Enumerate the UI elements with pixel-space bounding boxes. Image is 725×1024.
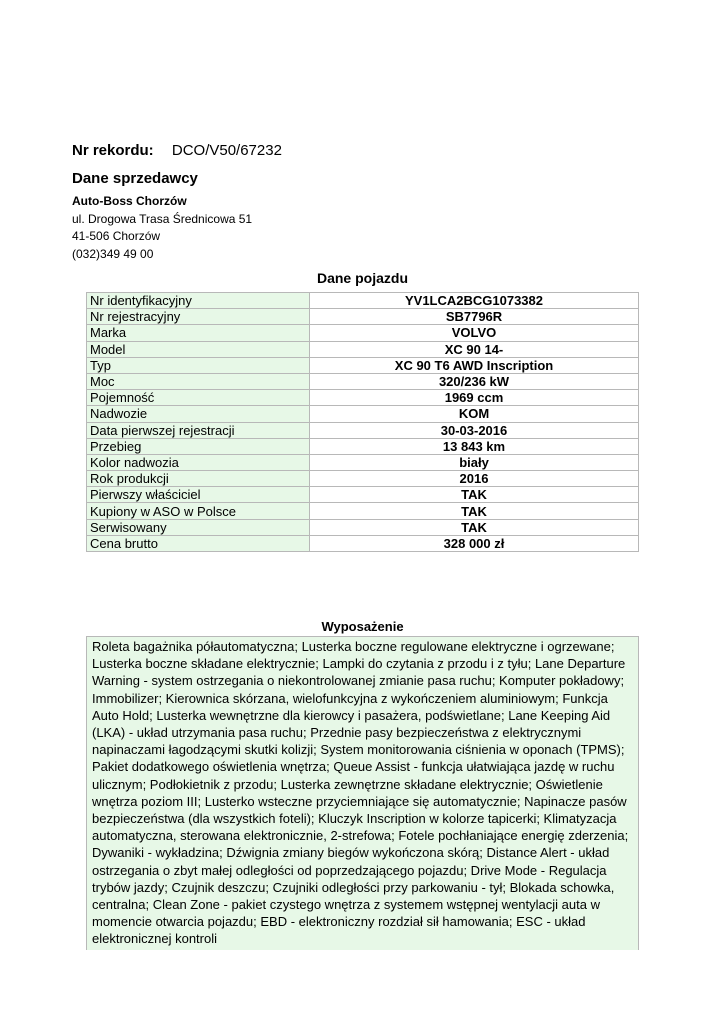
vehicle-field-label: Pojemność [87,390,310,406]
vehicle-row [87,519,639,535]
vehicle-row [87,309,639,325]
vehicle-row [87,341,639,357]
seller-info [72,193,252,263]
vehicle-row [87,373,639,389]
vehicle-field-label: Cena brutto [87,535,310,551]
vehicle-field-value: 13 843 km [310,438,639,454]
vehicle-heading: Dane pojazdu [316,270,408,286]
seller-phone: (032)349 49 00 [72,246,154,261]
vehicle-table [86,292,639,552]
vehicle-field-value: 1969 ccm [310,390,639,406]
seller-name: Auto-Boss Chorzów [72,194,187,208]
vehicle-field-value: YV1LCA2BCG1073382 [310,293,639,309]
vehicle-field-label: Model [87,341,310,357]
vehicle-field-label: Moc [87,373,310,389]
vehicle-row [87,471,639,487]
vehicle-field-label: Nr rejestracyjny [87,309,310,325]
vehicle-field-value: TAK [310,519,639,535]
vehicle-field-value: TAK [310,487,639,503]
vehicle-row [87,325,639,341]
vehicle-row [87,535,639,551]
seller-city: 41-506 Chorzów [72,229,161,243]
vehicle-field-value: SB7796R [310,309,639,325]
vehicle-row [87,454,639,470]
vehicle-field-value: 320/236 kW [310,373,639,389]
vehicle-field-label: Nadwozie [87,406,310,422]
equipment-list: Roleta bagażnika półautomatyczna; Lusterka boczne regulowane elektryczne i ogrzewane; Lusterka boczne składane elektrycznie; Lampki do czytania z przodu i z tyłu; Lane Departure Warning - system ostrzegania o niekontrolowanej zmianie pasa ruchu; Komputer pokładowy; Immobilizer; Kierownica skórzana, wielofunkcyjna z wykończeniem aluminiowym; Funkcja Auto Hold; Lusterka wewnętrzne dla kierowcy i pasażera, podświetlane; Lane Keeping Aid (LKA) - układ utrzymania pasa ruchu; Przednie pasy bezpieczeństwa z elektrycznymi napinaczami łagodzącymi skutki kolizji; System monitorowania ciśnienia w oponach (TPMS); Pakiet dodatkowego oświetlenia wnętrza; Queue Assist - funkcja ułatwiająca jazdę w ruchu ulicznym; Podłokietnik z przodu; Lusterka zewnętrzne składane elektrycznie; Oświetlenie wnętrza poziom III; Lusterko wsteczne przyciemniające się automatycznie; Napinacze pasów bezpieczeństwa (dla wszystkich foteli); Kluczyk Inscription w kolorze tapicerki; Klimatyzacja automatyczna, sterowana elektronicznie, 2-strefowa; Fotele pochłaniające energię zderzenia; Dywaniki - wykładzina; Dźwignia zmiany biegów wykończona skórą; Distance Alert - układ ostrzegania o zbyt małej odległości od poprzedzającego pojazdu; Drive Mode - Regulacja trybów jazdy; Czujnik deszczu; Czujniki odległości przy parkowaniu - tył; Blokada schowka, centralna; Clean Zone - pakiet czystego wnętrza z systemem wstępnej wentylacji auta w momencie otwarcia pojazdu; EBD - elektroniczny rozdział sił hamowania; ESC - układ elektronicznej kontroli [86,636,639,950]
vehicle-row [87,438,639,454]
vehicle-row [87,487,639,503]
record-number [72,142,282,159]
vehicle-field-label: Kolor nadwozia [87,454,310,470]
vehicle-field-value: 30-03-2016 [310,422,639,438]
vehicle-field-value: 2016 [310,471,639,487]
seller-street: ul. Drogowa Trasa Średnicowa 51 [72,211,253,226]
vehicle-row [87,357,639,373]
vehicle-row [87,503,639,519]
vehicle-field-value: 328 000 zł [310,535,639,551]
vehicle-row [87,390,639,406]
vehicle-row [87,406,639,422]
record-number-value: DCO/V50/67232 [171,142,282,159]
vehicle-field-label: Marka [87,325,310,341]
vehicle-row [87,422,639,438]
vehicle-field-label: Przebieg [87,438,310,454]
vehicle-field-value: XC 90 T6 AWD Inscription [310,357,639,373]
vehicle-field-label: Pierwszy właściciel [87,487,310,503]
seller-heading: Dane sprzedawcy [72,170,198,187]
vehicle-field-label: Rok produkcji [87,471,310,487]
vehicle-field-value: TAK [310,503,639,519]
record-number-label: Nr rekordu: [72,142,154,159]
vehicle-field-value: VOLVO [310,325,639,341]
vehicle-row [87,293,639,309]
vehicle-field-value: XC 90 14- [310,341,639,357]
vehicle-field-value: biały [310,454,639,470]
vehicle-field-value: KOM [310,406,639,422]
vehicle-field-label: Serwisowany [87,519,310,535]
vehicle-field-label: Kupiony w ASO w Polsce [87,503,310,519]
vehicle-field-label: Data pierwszej rejestracji [87,422,310,438]
equipment-heading: Wyposażenie [321,619,404,634]
vehicle-field-label: Typ [87,357,310,373]
vehicle-field-label: Nr identyfikacyjny [87,293,310,309]
